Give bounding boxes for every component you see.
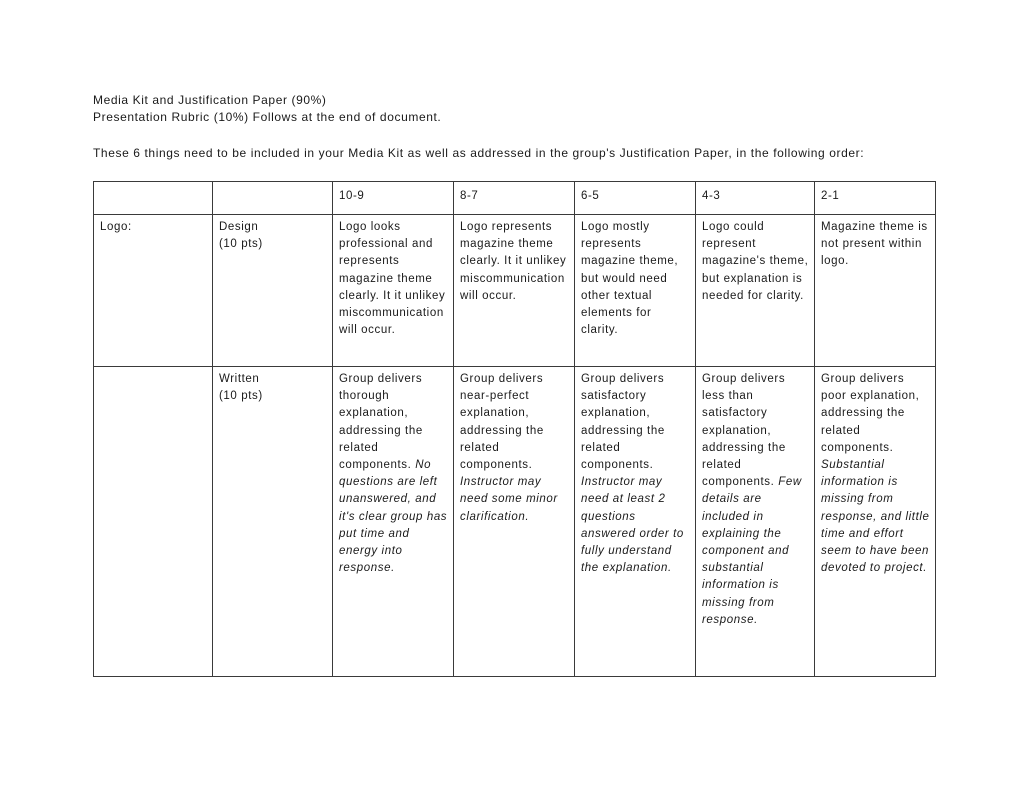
header-cell-category bbox=[94, 182, 213, 215]
header-cell-score-8-7: 8-7 bbox=[454, 182, 575, 215]
cell-text: Logo looks professional and represents magazine theme clearly. It it unlikey miscommunication will occur. bbox=[339, 221, 446, 337]
score-cell-10-9 bbox=[333, 367, 454, 677]
table-row bbox=[94, 367, 936, 677]
category-cell bbox=[94, 367, 213, 677]
header-cell-score-4-3: 4-3 bbox=[696, 182, 815, 215]
header-row bbox=[94, 182, 936, 215]
criterion-name: Design bbox=[219, 221, 259, 233]
document-heading bbox=[93, 92, 441, 126]
cell-text: Group delivers thorough explanation, addressing the related components. bbox=[339, 373, 423, 472]
cell-italic-text: Instructor may need at least 2 questions answered order to fully understand the explanation. bbox=[581, 476, 684, 575]
score-cell-8-7 bbox=[454, 215, 575, 367]
cell-text: Logo mostly represents magazine theme, but would need other textual elements for clarity. bbox=[581, 221, 679, 337]
category-cell: Logo: bbox=[94, 215, 213, 367]
header-cell-criterion bbox=[213, 182, 333, 215]
cell-text: Group delivers less than satisfactory explanation, addressing the related components. bbox=[702, 373, 786, 489]
cell-text: Magazine theme is not present within logo. bbox=[821, 221, 928, 268]
cell-text: Logo could represent magazine's theme, but explanation is needed for clarity. bbox=[702, 221, 809, 302]
rubric-table bbox=[93, 181, 936, 677]
criterion-points: (10 pts) bbox=[219, 238, 263, 251]
criterion-name: Written bbox=[219, 373, 260, 385]
criterion-points: (10 pts) bbox=[219, 390, 263, 403]
score-cell-2-1 bbox=[815, 215, 936, 367]
cell-text: Group delivers satisfactory explanation, addressing the related components. bbox=[581, 373, 665, 472]
intro-paragraph: These 6 things need to be included in your Media Kit as well as addressed in the group's Justification Paper, in the following order: bbox=[93, 146, 865, 160]
score-cell-4-3 bbox=[696, 215, 815, 367]
heading-line-2: Presentation Rubric (10%) Follows at the end of document. bbox=[93, 110, 442, 124]
criterion-cell bbox=[213, 367, 333, 677]
criterion-cell bbox=[213, 215, 333, 367]
cell-text: Group delivers near-perfect explanation, addressing the related components. bbox=[460, 373, 544, 472]
cell-text: Logo represents magazine theme clearly. It it unlikey miscommunication will occur. bbox=[460, 221, 567, 302]
heading-line-1: Media Kit and Justification Paper (90%) bbox=[93, 93, 327, 107]
score-cell-2-1 bbox=[815, 367, 936, 677]
cell-italic-text: Substantial information is missing from response, and little time and effort seem to have been devoted to project. bbox=[821, 459, 930, 575]
score-cell-6-5 bbox=[575, 215, 696, 367]
score-cell-8-7 bbox=[454, 367, 575, 677]
cell-italic-text: Few details are included in explaining the component and substantial information is missing from response. bbox=[702, 476, 802, 626]
score-cell-10-9 bbox=[333, 215, 454, 367]
cell-italic-text: No questions are left unanswered, and it's clear group has put time and energy into response. bbox=[339, 459, 448, 575]
header-cell-score-6-5: 6-5 bbox=[575, 182, 696, 215]
table-row bbox=[94, 215, 936, 367]
cell-text: Group delivers poor explanation, addressing the related components. bbox=[821, 373, 920, 454]
score-cell-4-3 bbox=[696, 367, 815, 677]
cell-italic-text: Instructor may need some minor clarification. bbox=[460, 476, 558, 523]
score-cell-6-5 bbox=[575, 367, 696, 677]
header-cell-score-10-9: 10-9 bbox=[333, 182, 454, 215]
header-cell-score-2-1: 2-1 bbox=[815, 182, 936, 215]
